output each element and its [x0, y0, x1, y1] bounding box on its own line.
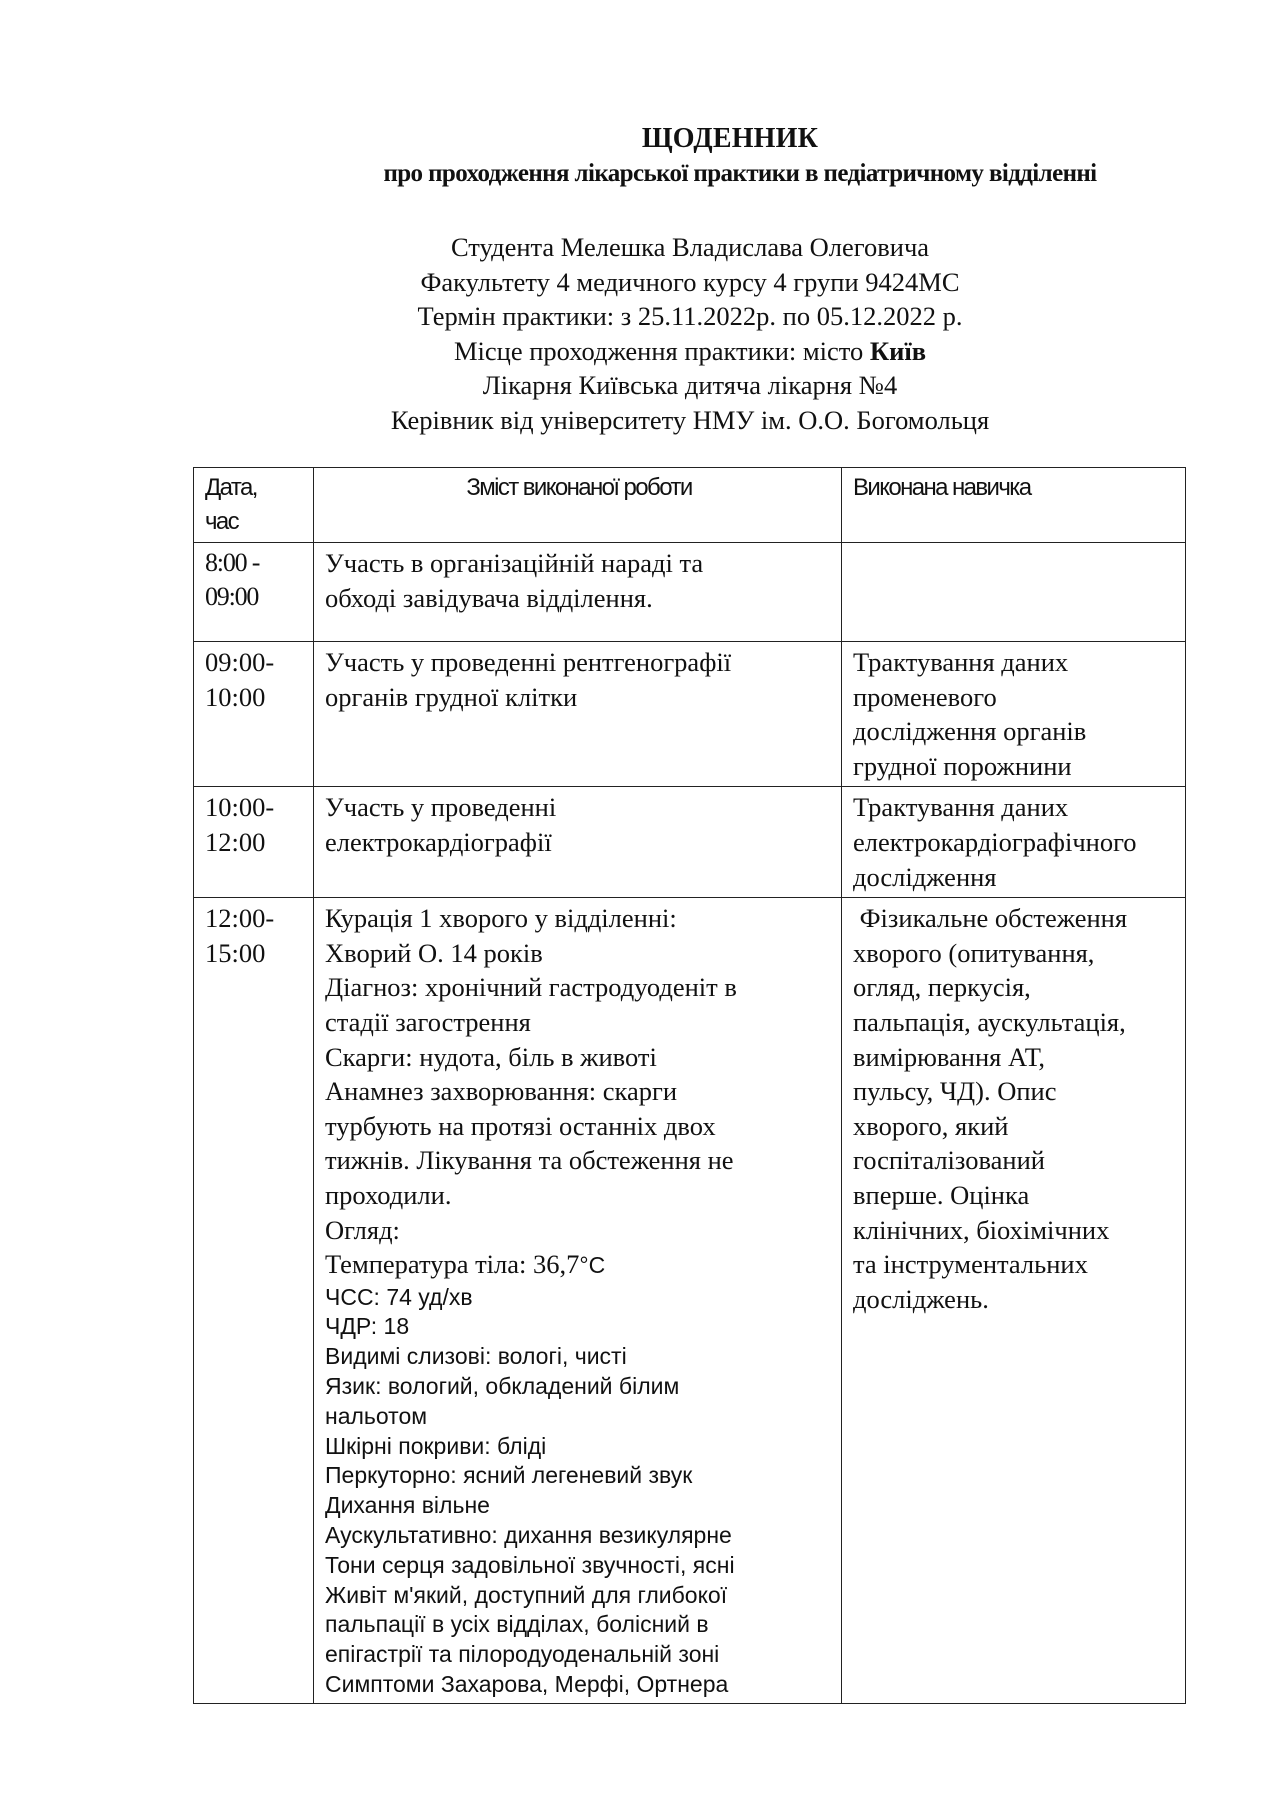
exam-line: Шкірні покриви: бліді: [325, 1432, 547, 1459]
exam-line: Видимі слизові: вологі, чисті: [325, 1343, 627, 1370]
skill-line: пульсу, ЧД). Опис: [853, 1076, 1057, 1107]
skill-cell: [842, 898, 1186, 1704]
temperature-line: [325, 1247, 833, 1283]
place-city: Київ: [869, 335, 927, 366]
header-content: Зміст виконаної роботи: [314, 468, 842, 543]
skill-line: вимірювання АТ,: [853, 1041, 1045, 1072]
skill-line: дослідження органів: [853, 716, 1087, 747]
content-line: Участь в організаційній нараді та: [325, 548, 704, 578]
skill-line: досліджень.: [853, 1283, 989, 1314]
time-start: 09:00-: [205, 647, 275, 677]
practice-log-table: [193, 467, 1186, 1704]
exam-line: Аускультативно: дихання везикулярне: [325, 1522, 732, 1549]
skill-line: госпіталізований: [853, 1145, 1045, 1176]
table-row: [194, 898, 1186, 1704]
temperature-unit: °C: [579, 1252, 606, 1279]
exam-line: Тони серця задовільної звучності, ясні: [325, 1551, 735, 1578]
content-line: Огляд:: [325, 1214, 400, 1245]
time-start: 12:00-: [205, 903, 275, 934]
supervisor-line: Керівник від університету НМУ ім. О.О. Богомольця: [390, 404, 990, 435]
content-line: обході завідувача відділення.: [325, 582, 653, 613]
exam-line: пальпації в усіх відділах, болісний в: [325, 1611, 709, 1638]
time-start: 10:00-: [205, 792, 275, 823]
header-skill: Виконана навичка: [842, 468, 1186, 543]
skill-cell: [842, 543, 1186, 642]
skill-line: Трактування даних: [853, 647, 1069, 677]
content-line: Хворий О. 14 років: [325, 937, 543, 968]
time-cell: [194, 642, 314, 787]
content-line: Анамнез захворювання: скарги: [325, 1076, 678, 1107]
skill-line: Фізикальне обстеження: [853, 903, 1128, 934]
content-cell: [314, 543, 842, 642]
skill-line: вперше. Оцінка: [853, 1179, 1030, 1210]
content-cell: [314, 787, 842, 898]
skill-line: клінічних, біохімічних: [853, 1214, 1110, 1245]
student-name: Студента Мелешка Владислава Олеговича: [450, 232, 930, 262]
exam-line: Язик: вологий, обкладений білим: [325, 1373, 680, 1400]
time-cell: [194, 787, 314, 898]
faculty-line: Факультету 4 медичного курсу 4 групи 9424МС: [420, 266, 960, 297]
document-title: ЩОДЕННИК: [641, 123, 819, 154]
skill-line: хворого (опитування,: [853, 937, 1095, 968]
skill-line: огляд, перкусія,: [853, 972, 1031, 1003]
skill-line: та інструментальних: [853, 1249, 1088, 1280]
exam-line: ЧСС: 74 уд/хв: [325, 1283, 473, 1310]
term-line: Термін практики: з 25.11.2022р. по 05.12.2022 р.: [417, 301, 963, 331]
table-row: [194, 642, 1186, 787]
skill-line: променевого: [853, 681, 997, 712]
content-line: турбують на протязі останніх двох: [325, 1110, 716, 1141]
document-subtitle: про проходження лікарської практики в педіатричному відділенні: [383, 160, 1097, 187]
exam-line: епігастрії та пілородуоденальній зоні: [325, 1641, 720, 1668]
content-line: Скарги: нудота, біль в животі: [325, 1041, 657, 1072]
content-line: органів грудної клітки: [325, 681, 578, 712]
skill-line: дослідження: [853, 861, 997, 892]
time-cell: [194, 543, 314, 642]
skill-line: пальпація, аускультація,: [853, 1006, 1126, 1037]
header-time: час: [205, 508, 239, 535]
content-line: стадії загострення: [325, 1006, 531, 1037]
skill-cell: [842, 642, 1186, 787]
content-line: проходили.: [325, 1179, 452, 1210]
time-end: 09:00: [205, 582, 259, 611]
content-cell: [314, 898, 842, 1704]
exam-line: Перкуторно: ясний легеневий звук: [325, 1462, 693, 1489]
temperature-label: Температура тіла: 36,7: [325, 1249, 580, 1280]
exam-line: нальотом: [325, 1402, 428, 1429]
content-line: електрокардіографії: [325, 826, 552, 857]
skill-cell: [842, 787, 1186, 898]
time-end: 15:00: [205, 937, 266, 968]
content-cell: [314, 642, 842, 787]
content-line: тижнів. Лікування та обстеження не: [325, 1145, 734, 1176]
exam-line: Дихання вільне: [325, 1492, 490, 1519]
time-end: 10:00: [205, 681, 266, 712]
content-line: Участь у проведенні: [325, 792, 557, 823]
place-prefix: Місце проходження практики: місто: [453, 335, 870, 366]
exam-line: ЧДР: 18: [325, 1313, 410, 1340]
skill-line: Трактування даних: [853, 792, 1069, 823]
content-line: Участь у проведенні рентгенографії: [325, 647, 732, 677]
exam-line: Симптоми Захарова, Мерфі, Ортнера: [325, 1671, 729, 1698]
skill-line: грудної порожнини: [853, 750, 1072, 781]
place-line: [240, 334, 1140, 369]
time-start: 8:00 -: [205, 548, 260, 577]
time-cell: [194, 898, 314, 1704]
header-date-time: [194, 468, 314, 543]
content-line: Курація 1 хворого у відділенні:: [325, 903, 677, 934]
skill-line: хворого, який: [853, 1110, 1009, 1141]
skill-line: електрокардіографічного: [853, 826, 1137, 857]
table-header-row: [194, 468, 1186, 543]
exam-line: Живіт м'який, доступний для глибокої: [325, 1581, 728, 1608]
header-date: Дата,: [205, 474, 257, 501]
time-end: 12:00: [205, 826, 266, 857]
hospital-line: Лікарня Київська дитяча лікарня №4: [482, 370, 898, 400]
content-line: Діагноз: хронічний гастродуоденіт в: [325, 972, 737, 1003]
table-row: [194, 543, 1186, 642]
table-row: [194, 787, 1186, 898]
student-info: [240, 230, 1140, 437]
